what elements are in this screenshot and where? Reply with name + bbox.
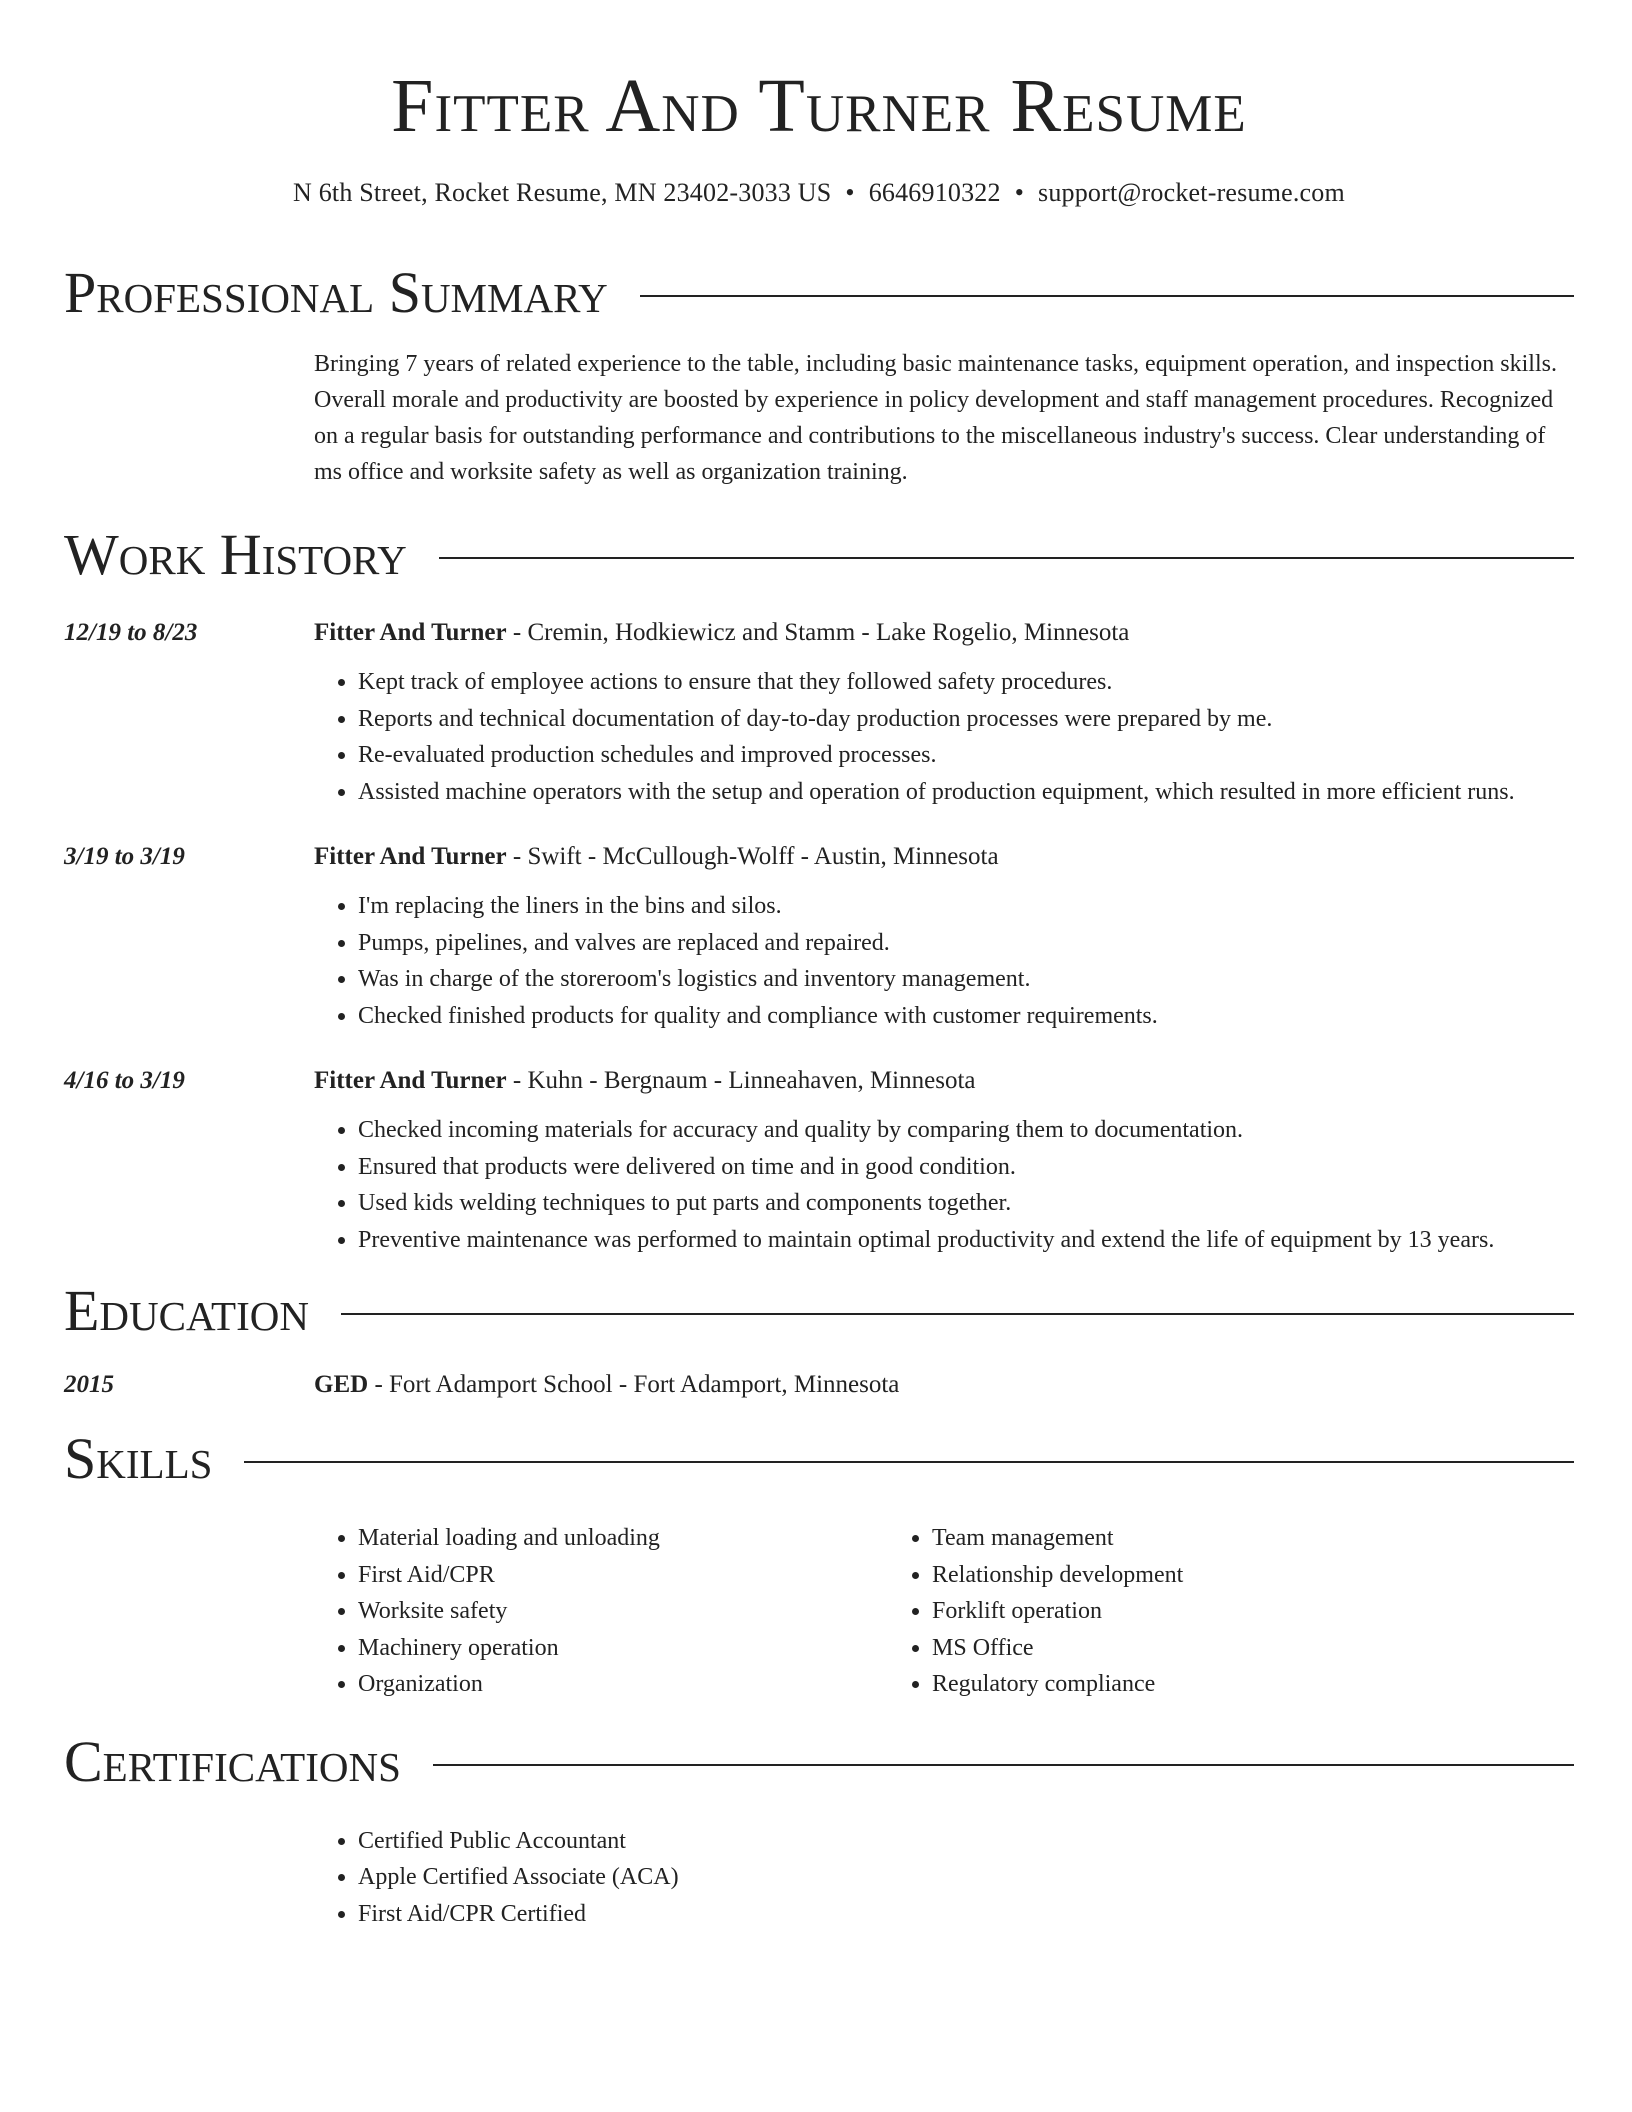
list-item: • Regulatory compliance <box>932 1666 1462 1703</box>
job-title: Fitter And Turner <box>314 619 507 646</box>
job-details: - Cremin, Hodkiewicz and Stamm - Lake Rogelio, Minnesota <box>506 619 1130 646</box>
job-bullets <box>314 664 1574 810</box>
job-details: - Kuhn - Bergnaum - Linneahaven, Minnesota <box>506 1067 976 1094</box>
section-divider <box>244 1461 1574 1463</box>
list-item: • Was in charge of the storeroom's logistics and inventory management. <box>358 961 1574 998</box>
section-heading: Certifications <box>64 1728 401 1794</box>
list-item: • I'm replacing the liners in the bins and silos. <box>358 888 1574 925</box>
section-heading: Professional Summary <box>64 260 608 325</box>
section-divider <box>439 557 1574 559</box>
address: N 6th Street, Rocket Resume, MN 23402-3033 US <box>293 178 832 207</box>
education-year: 2015 <box>64 1371 114 1398</box>
list-item: • Team management <box>932 1520 1462 1557</box>
degree: GED <box>314 1371 369 1398</box>
list-item: • Worksite safety <box>358 1593 888 1630</box>
section-divider <box>433 1764 1574 1766</box>
list-item: • Apple Certified Associate (ACA) <box>358 1859 1574 1896</box>
skills-column-right <box>888 1520 1462 1703</box>
contact-separator: • <box>1014 178 1025 207</box>
school-details: - Fort Adamport School - Fort Adamport, Minnesota <box>368 1371 900 1398</box>
job-details: - Swift - McCullough-Wolff - Austin, Minnesota <box>506 843 999 870</box>
section-heading: Work History <box>64 522 407 587</box>
list-item: • Organization <box>358 1666 888 1703</box>
job-entry <box>64 1064 1574 1258</box>
contact-line <box>64 178 1574 208</box>
job-bullets <box>314 1112 1574 1258</box>
section-skills <box>64 1426 1574 1491</box>
education-entry <box>64 1368 1574 1402</box>
job-title: Fitter And Turner <box>314 1067 507 1094</box>
section-divider <box>640 295 1574 297</box>
job-dates: 12/19 to 8/23 <box>64 619 198 646</box>
job-dates: 4/16 to 3/19 <box>64 1067 185 1094</box>
list-item: • Relationship development <box>932 1557 1462 1594</box>
list-item: • Kept track of employee actions to ensure that they followed safety procedures. <box>358 664 1574 701</box>
job-title: Fitter And Turner <box>314 843 507 870</box>
list-item: • First Aid/CPR <box>358 1557 888 1594</box>
section-heading: Education <box>64 1278 309 1343</box>
list-item: • Forklift operation <box>932 1593 1462 1630</box>
job-heading <box>314 840 1574 874</box>
summary-text: Bringing 7 years of related experience to the table, including basic maintenance tasks, equipment operation, and inspection skills. Overall morale and productivity are boosted by experience in policy development and staff management procedures. Recognized on a regular basis for outstanding performance and contributions to the miscellaneous industry's success. Clear understanding of ms office and worksite safety as well as organization training. <box>314 351 1557 485</box>
skills-column-left <box>314 1520 888 1703</box>
list-item: • Material loading and unloading <box>358 1520 888 1557</box>
list-item: • Re-evaluated production schedules and improved processes. <box>358 737 1574 774</box>
list-item: • MS Office <box>932 1630 1462 1667</box>
resume-title: Fitter And Turner Resume <box>391 64 1247 148</box>
job-dates: 3/19 to 3/19 <box>64 843 185 870</box>
list-item: • Pumps, pipelines, and valves are replaced and repaired. <box>358 925 1574 962</box>
list-item: • Machinery operation <box>358 1630 888 1667</box>
section-certifications <box>64 1728 1574 1794</box>
email: support@rocket-resume.com <box>1038 178 1345 207</box>
contact-separator: • <box>845 178 855 207</box>
list-item: • Checked incoming materials for accuracy and quality by comparing them to documentation. <box>358 1112 1574 1149</box>
certifications-items <box>314 1823 1574 1933</box>
section-professional-summary <box>64 260 1574 325</box>
section-education <box>64 1278 1574 1343</box>
list-item: • First Aid/CPR Certified <box>358 1896 1574 1933</box>
list-item: • Used kids welding techniques to put parts and components together. <box>358 1185 1574 1222</box>
certifications-list <box>314 1823 1574 1933</box>
section-divider <box>341 1313 1574 1315</box>
list-item: • Reports and technical documentation of day-to-day production processes were prepared by me. <box>358 701 1574 738</box>
job-entry <box>64 840 1574 1034</box>
job-heading <box>314 616 1574 650</box>
list-item: • Assisted machine operators with the setup and operation of production equipment, which resulted in more efficient runs. <box>358 774 1574 811</box>
section-heading: Skills <box>64 1426 213 1491</box>
list-item: • Certified Public Accountant <box>358 1823 1574 1860</box>
phone: 6646910322 <box>868 178 1001 207</box>
job-entry <box>64 616 1574 810</box>
list-item: • Checked finished products for quality and compliance with customer requirements. <box>358 998 1574 1035</box>
skills-list <box>314 1520 1574 1703</box>
list-item: • Ensured that products were delivered on time and in good condition. <box>358 1149 1574 1186</box>
job-heading <box>314 1064 1574 1098</box>
education-heading <box>314 1368 1574 1402</box>
list-item: • Preventive maintenance was performed to maintain optimal productivity and extend the life of equipment by 13 years. <box>358 1222 1574 1259</box>
job-bullets <box>314 888 1574 1034</box>
section-work-history <box>64 522 1574 587</box>
